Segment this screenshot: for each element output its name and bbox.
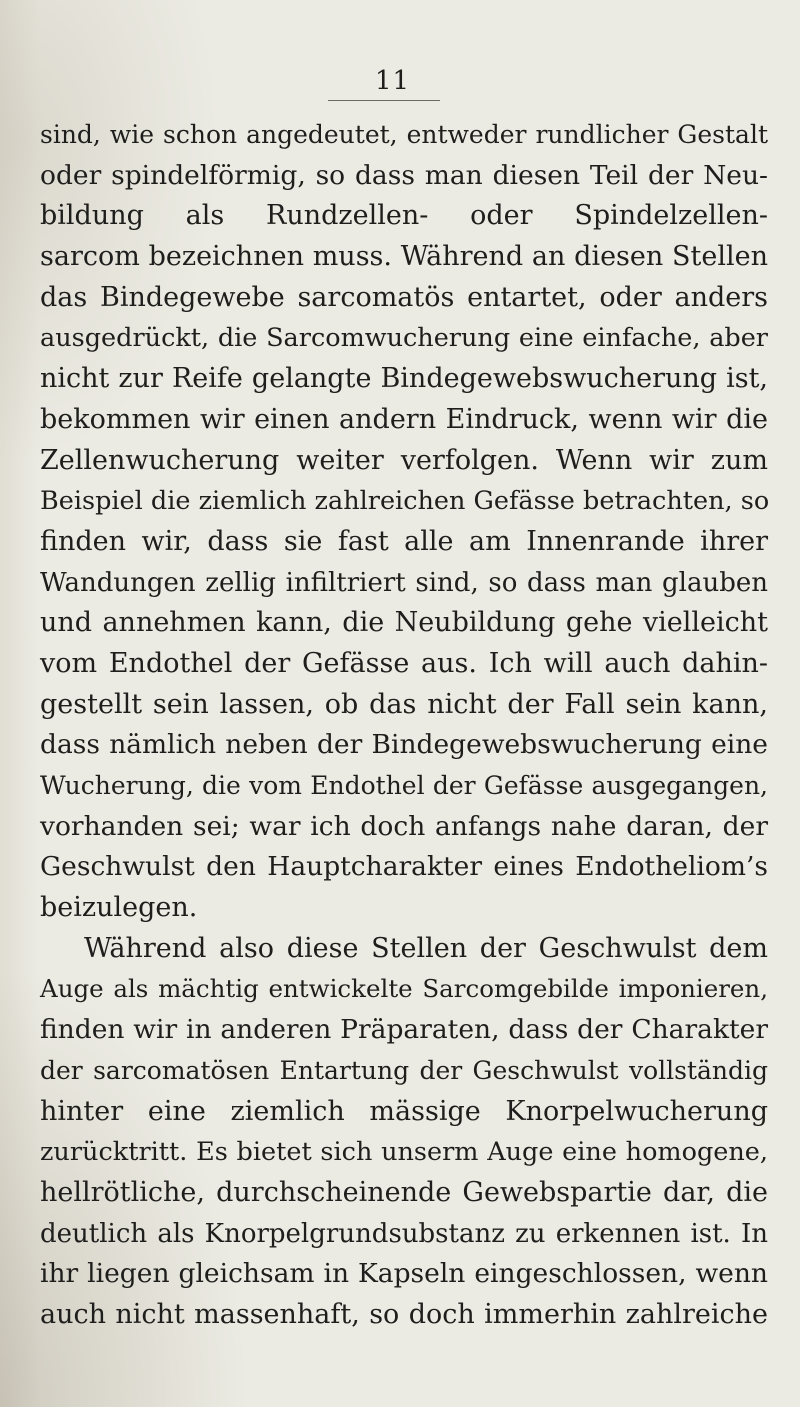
text-line: der sarcomatösen Entartung der Geschwulst vollständig (40, 1055, 768, 1085)
text-line: deutlich als Knorpelgrundsubstanz zu erkennen ist. In (40, 1218, 768, 1249)
text-line: ausgedrückt, die Sarcomwucherung eine einfache, aber (40, 323, 768, 354)
text-line: ihr liegen gleichsam in Kapseln eingeschlossen, wenn (40, 1258, 768, 1290)
text-line: Geschwulst den Hauptcharakter eines Endotheliom’s (40, 851, 768, 883)
text-line: finden wir in anderen Präparaten, dass der Charakter (40, 1014, 768, 1046)
header-rule (328, 100, 440, 101)
text-line: hellrötliche, durchscheinende Gewebspartie dar, die (40, 1176, 768, 1208)
text-line: sind, wie schon angedeutet, entweder rundlicher Gestalt (40, 120, 768, 149)
paragraph-start-line: Während also diese Stellen der Geschwulst dem (84, 932, 768, 964)
text-line: bildung als Rundzellen- oder Spindelzellen- (40, 200, 768, 232)
text-line: Wandungen zellig infiltriert sind, so dass man glauben (40, 567, 768, 598)
text-line: dass nämlich neben der Bindegewebswucherung eine (40, 729, 768, 761)
page-number: 11 (375, 66, 411, 96)
text-line: und annehmen kann, die Neubildung gehe vielleicht (40, 607, 768, 639)
text-line: das Bindegewebe sarcomatös entartet, oder anders (40, 281, 768, 313)
text-line: nicht zur Reife gelangte Bindegewebswucherung ist, (40, 363, 768, 395)
text-line: Beispiel die ziemlich zahlreichen Gefässe betrachten, so (40, 486, 770, 517)
paragraph-end-line: beizulegen. (40, 892, 198, 924)
text-line: oder spindelförmig, so dass man diesen Teil der Neu- (40, 159, 768, 191)
text-line: Zellenwucherung weiter verfolgen. Wenn wir zum (40, 444, 768, 476)
text-line: bekommen wir einen andern Eindruck, wenn wir die (40, 403, 768, 435)
text-line: finden wir, dass sie fast alle am Innenrande ihrer (40, 525, 768, 557)
body-text (40, 115, 768, 1336)
text-line: Auge als mächtig entwickelte Sarcomgebilde imponieren, (40, 974, 768, 1004)
text-line: zurücktritt. Es bietet sich unserm Auge eine homogene, (40, 1137, 768, 1168)
text-line: hinter eine ziemlich mässige Knorpelwucherung (40, 1095, 768, 1127)
text-line: auch nicht massenhaft, so doch immerhin zahlreiche (40, 1298, 768, 1330)
text-line: vom Endothel der Gefässe aus. Ich will auch dahin- (40, 647, 768, 679)
text-line: Wucherung, die vom Endothel der Gefässe ausgegangen, (40, 771, 768, 800)
text-line: sarcom bezeichnen muss. Während an diesen Stellen (40, 241, 768, 273)
text-line: vorhanden sei; war ich doch anfangs nahe daran, der (40, 810, 768, 842)
text-line: gestellt sein lassen, ob das nicht der Fall sein kann, (40, 688, 768, 720)
